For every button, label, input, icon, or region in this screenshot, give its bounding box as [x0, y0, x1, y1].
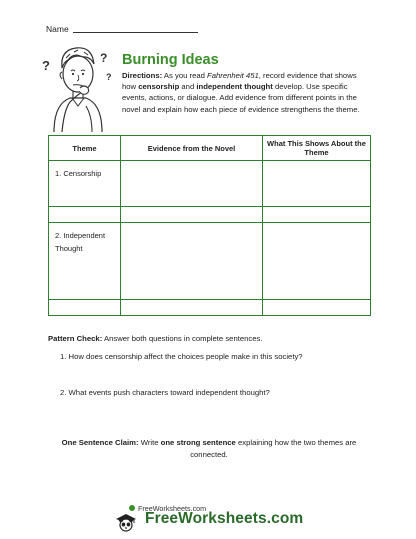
- table-row: [49, 161, 371, 207]
- table-row: [49, 299, 371, 315]
- book-title: Fahrenheit 451: [207, 71, 259, 80]
- analysis-cell[interactable]: [263, 161, 371, 207]
- theme-cell: 2. Independent Thought: [49, 223, 121, 299]
- evidence-cell[interactable]: [121, 161, 263, 207]
- question-2: 2. What events push characters toward independent thought?: [60, 388, 270, 397]
- panda-logo-icon: [112, 512, 140, 532]
- thinking-person-icon: [40, 44, 116, 132]
- analysis-cell[interactable]: [263, 223, 371, 299]
- worksheet-title: Burning Ideas: [122, 52, 219, 68]
- theme-cell[interactable]: [49, 299, 121, 315]
- evidence-cell[interactable]: [121, 207, 263, 223]
- theme-cell[interactable]: [49, 207, 121, 223]
- name-label: Name: [46, 24, 69, 34]
- pattern-check: Pattern Check: Answer both questions in complete sentences.: [48, 334, 263, 343]
- analysis-cell[interactable]: [263, 299, 371, 315]
- pattern-check-label: Pattern Check:: [48, 334, 103, 343]
- column-header-what-this-shows: What This Shows About the Theme: [263, 136, 371, 161]
- column-header-evidence: Evidence from the Novel: [121, 136, 263, 161]
- column-header-theme: Theme: [49, 136, 121, 161]
- svg-text:?: ?: [100, 51, 108, 65]
- evidence-cell[interactable]: [121, 223, 263, 299]
- table-row: [49, 207, 371, 223]
- svg-text:?: ?: [106, 72, 112, 82]
- sentence-claim: One Sentence Claim: Write one strong sentence explaining how the two themes are connected.: [61, 438, 357, 459]
- footer-url[interactable]: FreeWorksheets.com: [129, 504, 206, 513]
- table-row: [49, 223, 371, 299]
- analysis-cell[interactable]: [263, 207, 371, 223]
- claim-label: One Sentence Claim:: [61, 438, 139, 447]
- name-row: [46, 24, 198, 34]
- graphic-organizer-table: [48, 135, 371, 316]
- brand-logo-text: FreeWorksheets.com: [145, 510, 304, 527]
- name-line[interactable]: [73, 32, 198, 33]
- question-1: 1. How does censorship affect the choices people make in this society?: [60, 352, 303, 361]
- directions-text: Directions: As you read Fahrenheit 451, record evidence that shows how censorship and independent thought develop. Use specific events, actions, or dialogue. Add evidence from different points in the novel and explain how each piece of evidence strengthens the theme.: [122, 71, 360, 114]
- copyright-icon: [129, 505, 135, 511]
- theme-cell: 1. Censorship: [49, 161, 121, 207]
- svg-text:?: ?: [42, 58, 50, 73]
- evidence-cell[interactable]: [121, 299, 263, 315]
- directions-label: Directions:: [122, 71, 163, 80]
